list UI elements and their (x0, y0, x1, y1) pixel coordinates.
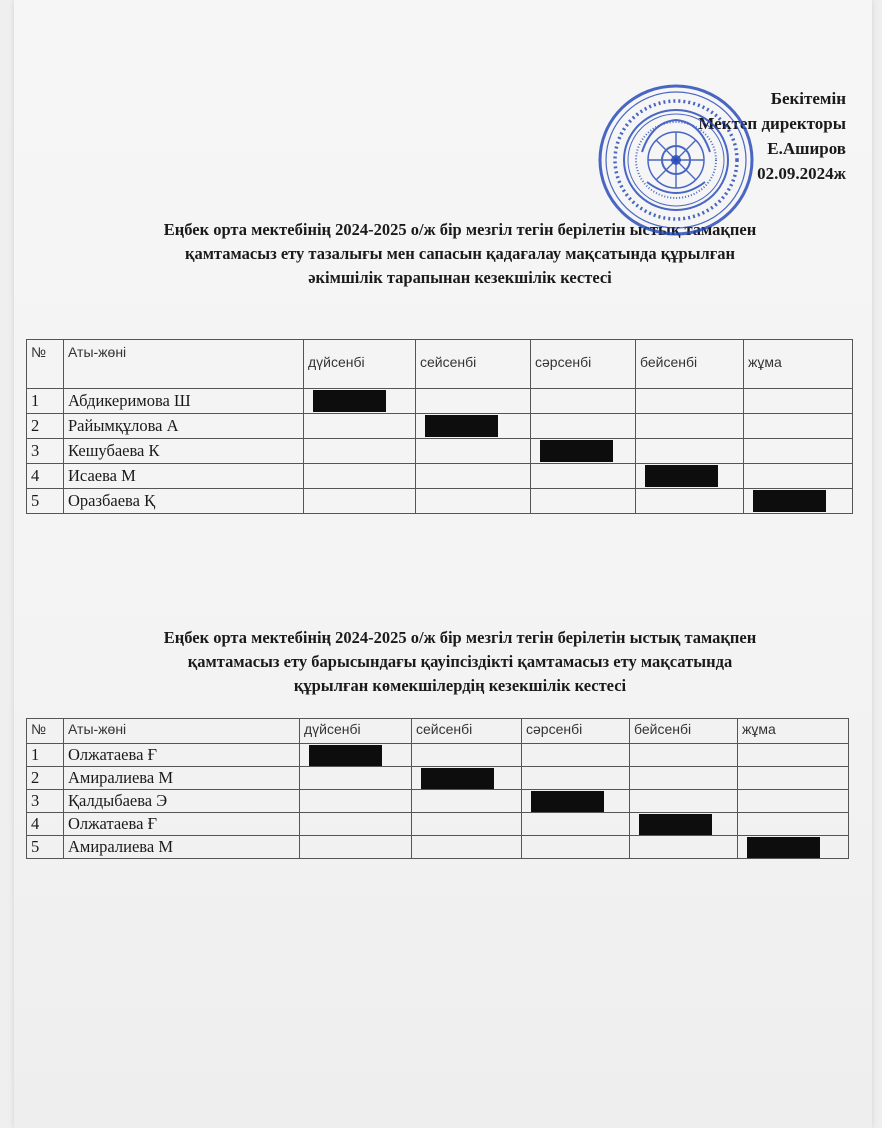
row-number: 1 (27, 389, 64, 414)
staff-name: Олжатаева Ғ (64, 744, 300, 767)
title2-line-1: Еңбек орта мектебінің 2024-2025 о/ж бір мезгіл тегін берілетін ыстық тамақпен (163, 628, 757, 647)
schedule-title-2 (60, 626, 860, 698)
day-cell (738, 813, 849, 836)
day-cell (416, 389, 531, 414)
header-num: № (27, 340, 64, 389)
header-wednesday: сәрсенбі (522, 719, 630, 744)
staff-name: Оразбаева Қ (64, 489, 304, 514)
day-cell (412, 790, 522, 813)
day-cell (531, 439, 636, 464)
day-cell (300, 836, 412, 859)
staff-name: Абдикеримова Ш (64, 389, 304, 414)
table-row (27, 790, 849, 813)
day-cell (531, 464, 636, 489)
header-name: Аты-жөні (64, 719, 300, 744)
day-cell (412, 836, 522, 859)
day-cell (304, 489, 416, 514)
day-cell (531, 389, 636, 414)
day-cell (738, 790, 849, 813)
approval-block (698, 86, 846, 186)
header-monday: дүйсенбі (300, 719, 412, 744)
day-cell (531, 414, 636, 439)
day-cell (522, 790, 630, 813)
duty-mark (531, 791, 604, 812)
day-cell (304, 389, 416, 414)
day-cell (300, 790, 412, 813)
row-number: 4 (27, 813, 64, 836)
day-cell (522, 836, 630, 859)
day-cell (300, 767, 412, 790)
day-cell (522, 767, 630, 790)
approval-line-1: Бекітемін (770, 89, 846, 108)
day-cell (412, 744, 522, 767)
schedule-title-1 (60, 218, 860, 290)
row-number: 5 (27, 836, 64, 859)
day-cell (300, 744, 412, 767)
staff-name: Қалдыбаева Э (64, 790, 300, 813)
header-monday: дүйсенбі (304, 340, 416, 389)
day-cell (744, 489, 853, 514)
title1-line-2: қамтамасыз ету тазалығы мен сапасын қадағалау мақсатында құрылған (184, 244, 736, 263)
day-cell (300, 813, 412, 836)
admin-duty-table (26, 339, 853, 514)
day-cell (636, 414, 744, 439)
day-cell (630, 813, 738, 836)
day-cell (630, 790, 738, 813)
duty-mark (540, 440, 613, 462)
row-number: 3 (27, 790, 64, 813)
day-cell (630, 744, 738, 767)
day-cell (636, 439, 744, 464)
table-header-row (27, 340, 853, 389)
table-row (27, 389, 853, 414)
duty-mark (421, 768, 494, 789)
day-cell (531, 489, 636, 514)
day-cell (738, 836, 849, 859)
row-number: 4 (27, 464, 64, 489)
table-row (27, 439, 853, 464)
day-cell (630, 836, 738, 859)
duty-mark (753, 490, 826, 512)
day-cell (744, 464, 853, 489)
header-tuesday: сейсенбі (416, 340, 531, 389)
row-number: 5 (27, 489, 64, 514)
day-cell (636, 489, 744, 514)
header-name: Аты-жөні (64, 340, 304, 389)
assistant-duty-table (26, 718, 849, 859)
day-cell (416, 439, 531, 464)
day-cell (522, 813, 630, 836)
header-thursday: бейсенбі (636, 340, 744, 389)
title1-line-1: Еңбек орта мектебінің 2024-2025 о/ж бір мезгіл тегін берілетін ыстық тамақпен (163, 220, 757, 239)
approval-line-4: 02.09.2024ж (757, 164, 846, 183)
row-number: 2 (27, 414, 64, 439)
day-cell (416, 414, 531, 439)
staff-name: Райымқұлова А (64, 414, 304, 439)
row-number: 3 (27, 439, 64, 464)
header-friday: жұма (744, 340, 853, 389)
row-number: 1 (27, 744, 64, 767)
day-cell (744, 414, 853, 439)
day-cell (636, 464, 744, 489)
duty-mark (747, 837, 820, 858)
approval-line-3: Е.Аширов (767, 139, 846, 158)
title1-line-3: әкімшілік тарапынан кезекшілік кестесі (308, 268, 612, 287)
title2-line-3: құрылған көмекшілердің кезекшілік кестесі (293, 676, 627, 695)
row-number: 2 (27, 767, 64, 790)
day-cell (416, 489, 531, 514)
table-row (27, 744, 849, 767)
duty-mark (645, 465, 718, 487)
header-tuesday: сейсенбі (412, 719, 522, 744)
duty-mark (313, 390, 386, 412)
day-cell (744, 439, 853, 464)
day-cell (412, 813, 522, 836)
day-cell (416, 464, 531, 489)
staff-name: Амиралиева М (64, 836, 300, 859)
day-cell (304, 439, 416, 464)
table-row (27, 813, 849, 836)
table-row (27, 767, 849, 790)
table-header-row (27, 719, 849, 744)
day-cell (630, 767, 738, 790)
staff-name: Олжатаева Ғ (64, 813, 300, 836)
day-cell (304, 464, 416, 489)
day-cell (738, 767, 849, 790)
day-cell (412, 767, 522, 790)
table-row (27, 836, 849, 859)
header-friday: жұма (738, 719, 849, 744)
duty-mark (639, 814, 712, 835)
day-cell (744, 389, 853, 414)
duty-mark (425, 415, 498, 437)
day-cell (636, 389, 744, 414)
day-cell (304, 414, 416, 439)
header-wednesday: сәрсенбі (531, 340, 636, 389)
header-num: № (27, 719, 64, 744)
duty-mark (309, 745, 382, 766)
table-row (27, 464, 853, 489)
staff-name: Кешубаева К (64, 439, 304, 464)
day-cell (522, 744, 630, 767)
staff-name: Амиралиева М (64, 767, 300, 790)
table-row (27, 414, 853, 439)
staff-name: Исаева М (64, 464, 304, 489)
approval-line-2: Мектеп директоры (698, 114, 846, 133)
header-thursday: бейсенбі (630, 719, 738, 744)
table-row (27, 489, 853, 514)
day-cell (738, 744, 849, 767)
title2-line-2: қамтамасыз ету барысындағы қауіпсіздікті қамтамасыз ету мақсатында (187, 652, 733, 671)
